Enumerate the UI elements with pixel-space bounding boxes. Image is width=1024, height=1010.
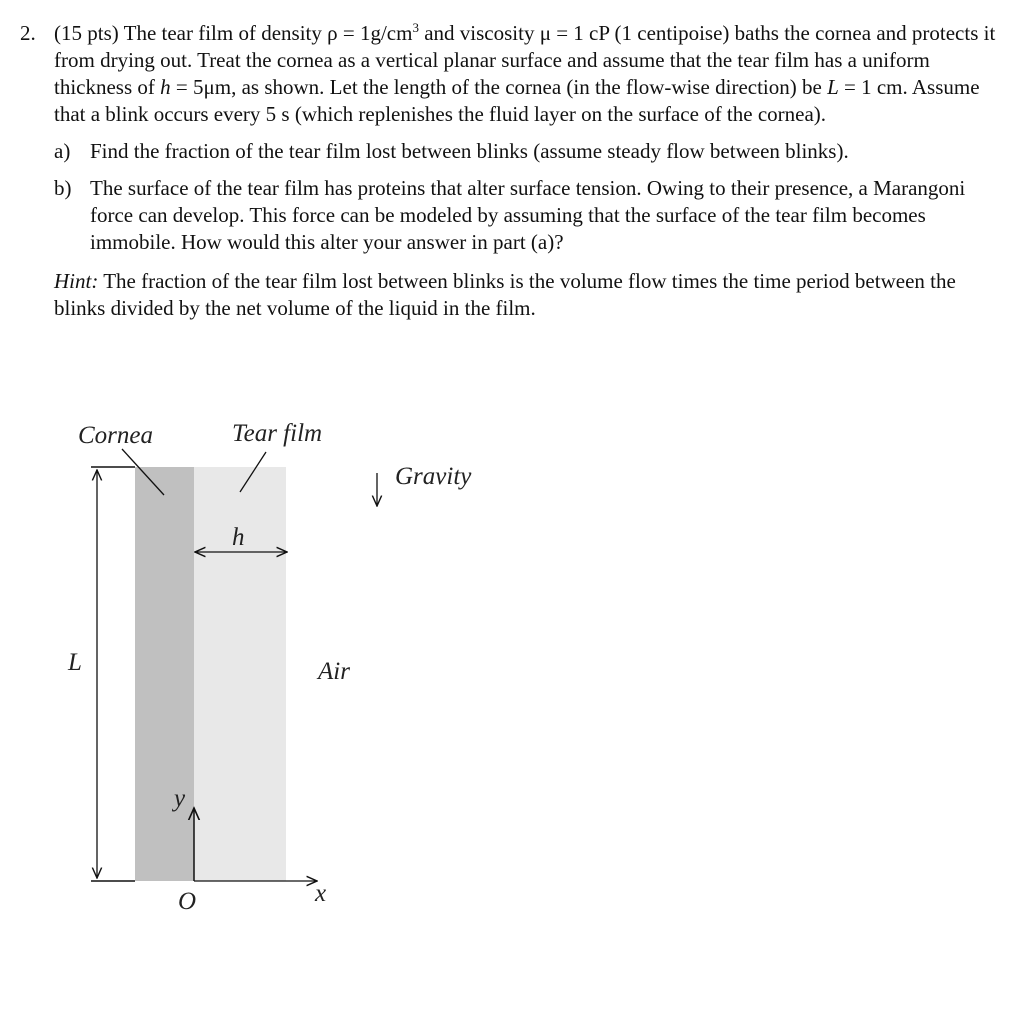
hint-text: The fraction of the tear film lost between blinks is the volume flow times the time period between the blinks divided by the net volume of the liquid in the film. — [54, 269, 956, 320]
h-label: h — [232, 524, 245, 551]
problem-intro-text: (15 pts) The tear film of density $\rho = 1g/cm^3$ and viscosity μ = 1 cP (1 centipoise) baths the cornea and protects it from drying out. Treat the cornea as a vertical planar surface and assume that the tear film has a uniform thickness of h = 5μm, as shown. Let the length of the cornea (in the flow-wise direction) be L = 1 cm. Assume that a blink occurs every 5 s (which replenishes the fluid layer on the surface of the cornea). — [54, 20, 996, 126]
gravity-label: Gravity — [395, 463, 472, 490]
part-b-text: The surface of the tear film has proteins that alter surface tension. Owing to their presence, a Marangoni force can develop. This force can be modeled by assuming that the surface of the tear film becomes immobile. How would this alter your answer in part (a)? — [90, 176, 966, 254]
hint-label: Hint: — [54, 269, 99, 293]
x-axis-label: x — [315, 880, 327, 907]
problem-number: 2. — [20, 21, 36, 45]
y-axis-label: y — [174, 785, 186, 812]
tear-film-label: Tear film — [232, 420, 323, 447]
origin-label: O — [178, 888, 197, 915]
L-label: L — [68, 649, 82, 676]
cornea-label: Cornea — [78, 422, 153, 449]
part-a-label: a) — [54, 139, 71, 163]
air-label: Air — [318, 658, 350, 685]
cornea-region — [135, 467, 194, 881]
part-b-label: b) — [54, 176, 72, 200]
part-a-text: Find the fraction of the tear film lost between blinks (assume steady flow between blinks). — [90, 139, 849, 163]
